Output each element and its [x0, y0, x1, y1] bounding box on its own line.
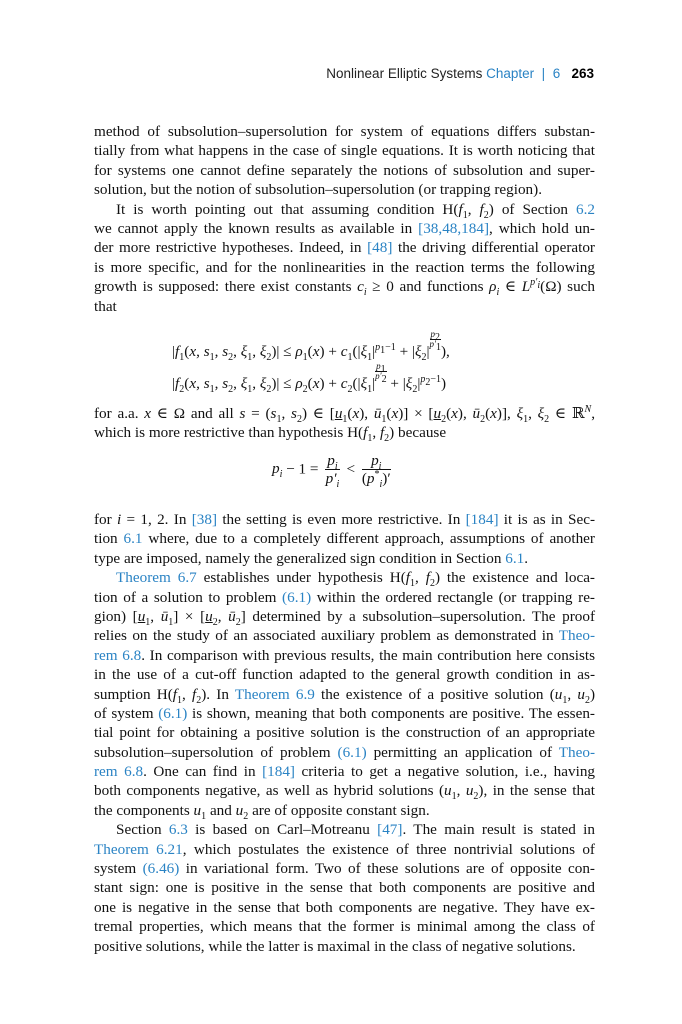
text-line: subsolution–supersolution of problem (6.1) permitting an application of Theo-	[94, 743, 595, 761]
text-line: relies on the study of an associated auxiliary problem as demonstrated in Theo-	[94, 627, 595, 645]
text-line: solution, but the notion of subsolution–supersolution (or trapping region).	[94, 181, 542, 199]
page-body	[94, 510, 595, 956]
text-line: positive solutions, while the latter is maximal in the class of negative solutions.	[94, 937, 576, 955]
ref-theorem-6-8[interactable]: rem 6.8	[94, 646, 142, 664]
ref-section-6-3[interactable]: 6.3	[168, 821, 188, 839]
text-line: for a.a. x ∈ Ω and all $s = (s_1$, $s_2$) ∈ [$u_1(x)$, $ū_1(x)] \times [u_2(x)$, $ū_2(x)$], $\xi_1$, $\xi_2$ ∈ ℝ$^N$,	[94, 403, 596, 426]
equation-line: $|f_2(x$, $s_1$, $s_2$, $\xi_1$, $\xi_2)| \le \rho_2(x) + c_2(|\xi_1|$ $\frac{p_1}{p'_2} + |\xi_2|^{p_2-1}$)	[172, 361, 447, 396]
page-number: 263	[571, 66, 594, 81]
text-line: growth is supposed: there exist constants $c_i \ge 0$ and functions $\rho_i$ ∈ $L^{p'_i}(\Omega)$ such	[94, 277, 595, 299]
text-line: both components negative, as well as hybrid solutions ($u_1$, $u_2$), in the sense that	[94, 782, 595, 803]
equation-line: $|f_1(x$, $s_1$, $s_2$, $\xi_1$, $\xi_2)| \le \rho_1(x) + c_1(|\xi_1|^{p_1-1} + |\xi_2|$ $\frac{p_2}{p'_1}$),	[172, 329, 450, 364]
text-line: gion) [$u_1$, $ū_1] \times [u_2$, $ū_2$] determined by a subsolution–supersolution. The proof	[94, 607, 596, 628]
text-line: we cannot apply the known results as available in [38,48,184], which hold un-	[94, 219, 595, 237]
text-line: method of subsolution–supersolution for system of equations differs substan-	[94, 123, 595, 140]
text-line: tion 6.1 where, due to a completely different approach, assumptions of another	[94, 530, 595, 548]
ref-citation[interactable]: [38]	[191, 511, 218, 528]
text-line: Theorem 6.21, which postulates the existence of three nontrivial solutions of	[94, 840, 595, 858]
text-line: sumption $H(f_1$, $f_2$). In Theorem 6.9 the existence of a positive solution ($u_1$, $u_2$)	[94, 685, 596, 706]
ref-citation[interactable]: [184]	[262, 763, 295, 781]
header-chapter-number: 6	[552, 66, 561, 81]
ref-citation[interactable]: [184]	[465, 511, 499, 528]
text-line: for systems one cannot define separately the notions of subsolution and super-	[94, 161, 595, 179]
ref-theorem-6-7[interactable]: Theorem 6.7	[116, 569, 197, 587]
text-line: one is negative in the sense that both components are negative. They have ex-	[94, 898, 595, 916]
ref-section-6-1[interactable]: 6.1	[505, 549, 525, 567]
ref-theorem-6-8[interactable]: Theo-	[558, 743, 595, 761]
ref-theorem-6-8[interactable]: rem 6.8	[94, 763, 144, 781]
ref-equation-6-46[interactable]: (6.46)	[142, 860, 180, 878]
header-separator: |	[541, 66, 546, 81]
text-line: of system (6.1) is shown, meaning that both components are positive. The essen-	[94, 704, 595, 722]
text-line: tially from what happens in the case of single equations. It is worth noticing that	[94, 142, 595, 160]
text-line: tion of a solution to problem (6.1) within the ordered rectangle (or trapping re-	[94, 588, 595, 606]
page-body	[94, 404, 595, 443]
text-line: in the use of a cut-off function adapted to the general growth condition in as-	[94, 666, 595, 684]
text-line: stant sign: one is positive in the sense that both components are positive and	[94, 879, 595, 897]
text-line: for i = 1, 2. In [38] the setting is even more restrictive. In [184] it is as in Sec-	[94, 511, 595, 528]
ref-citation[interactable]: [48]	[367, 239, 393, 257]
text-line: It is worth pointing out that assuming condition $H(f_1$, $f_2$) of Section 6.2	[116, 200, 596, 221]
text-line: is more specific, and for the nonlinearities in the reaction terms the following	[94, 258, 595, 276]
ref-section-6-2[interactable]: 6.2	[576, 200, 596, 218]
ref-equation-6-1[interactable]: (6.1)	[158, 704, 188, 722]
ref-citation[interactable]: [38,48,184]	[418, 219, 490, 237]
text-line: der more restrictive hypotheses. Indeed, in [48] the driving differential operator	[94, 239, 595, 257]
ref-equation-6-1[interactable]: (6.1)	[282, 588, 312, 606]
header-title: Nonlinear Elliptic Systems	[326, 66, 483, 81]
text-line: the components $u_1$ and $u_2$ are of opposite constant sign.	[94, 801, 430, 822]
ref-equation-6-1[interactable]: (6.1)	[337, 743, 367, 761]
ref-theorem-6-21[interactable]: Theorem 6.21	[94, 840, 183, 858]
page-body	[94, 122, 595, 316]
ref-section-6-1[interactable]: 6.1	[123, 530, 143, 548]
equation-line: $p_i - 1$ = $\frac{p_i}{p'_i}$ < $\frac{p_i}{(p^*_i)'}$	[272, 452, 391, 491]
header-chapter-label: Chapter	[486, 66, 535, 81]
ref-theorem-6-9[interactable]: Theorem 6.9	[234, 685, 315, 703]
ref-theorem-6-8[interactable]: Theo-	[558, 627, 595, 645]
text-line: rem 6.8. In comparison with previous results, the main contribution here consists	[94, 646, 595, 664]
text-line: Theorem 6.7 establishes under hypothesis $H(f_1$, $f_2$) the existence and loca-	[116, 569, 595, 590]
text-line: which is more restrictive than hypothesis $H(f_1$, $f_2$) because	[94, 424, 447, 445]
ref-citation[interactable]: [47]	[377, 821, 403, 839]
running-header	[326, 66, 594, 81]
text-line: system (6.46) in variational form. Two of these solutions are of opposite con-	[94, 860, 595, 878]
text-line: tial point for obtaining a positive solution is the construction of an appropriate	[94, 724, 595, 742]
text-line: Section 6.3 is based on Carl–Motreanu [47]. The main result is stated in	[116, 821, 595, 839]
text-line: that	[94, 297, 117, 315]
text-line: tremal properties, which means that the former is minimal among the class of	[94, 918, 595, 936]
text-line: type are imposed, namely the generalized sign condition in Section 6.1.	[94, 549, 528, 567]
text-line: rem 6.8. One can find in [184] criteria to get a negative solution, i.e., having	[94, 763, 596, 781]
